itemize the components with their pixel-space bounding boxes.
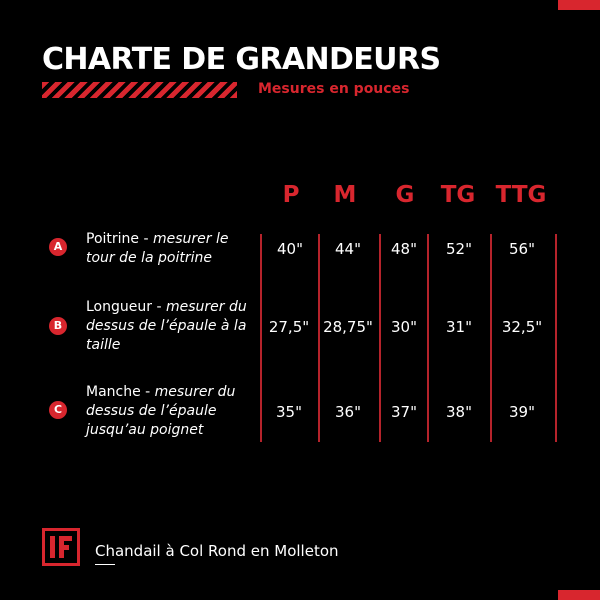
size-header-g: G — [395, 182, 415, 208]
row-badge-c: C — [49, 401, 67, 419]
measure-label-sleeve — [86, 383, 256, 440]
table-cell: 52" — [446, 240, 472, 258]
column-divider — [379, 234, 381, 442]
column-divider — [318, 234, 320, 442]
table-cell: 56" — [509, 240, 535, 258]
corner-accent-top — [558, 0, 600, 10]
corner-accent-bottom — [558, 590, 600, 600]
table-cell: 37" — [391, 403, 417, 421]
measure-hint: mesurer du dessus de l’épaule jusqu’au poignet — [86, 384, 236, 438]
column-divider — [427, 234, 429, 442]
product-name: Chandail à Col Rond en Molleton — [95, 542, 339, 560]
table-cell: 40" — [277, 240, 303, 258]
size-header-ttg: TTG — [495, 182, 547, 208]
measure-label-length — [86, 298, 256, 355]
measure-name: Poitrine - — [86, 231, 153, 247]
table-cell: 36" — [335, 403, 361, 421]
table-cell: 48" — [391, 240, 417, 258]
column-divider — [555, 234, 557, 442]
table-cell: 28,75" — [323, 318, 373, 336]
if-logo-icon — [42, 528, 80, 566]
table-cell: 27,5" — [268, 318, 310, 336]
table-cell: 44" — [335, 240, 361, 258]
row-badge-b: B — [49, 317, 67, 335]
measure-name: Manche - — [86, 384, 155, 400]
row-badge-a: A — [49, 238, 67, 256]
units-subtitle: Mesures en pouces — [258, 81, 410, 97]
page-title: CHARTE DE GRANDEURS — [42, 42, 441, 77]
column-divider — [490, 234, 492, 442]
table-cell: 31" — [446, 318, 472, 336]
table-cell: 39" — [509, 403, 535, 421]
measure-label-chest — [86, 230, 256, 268]
size-header-m: M — [333, 182, 357, 208]
table-cell: 30" — [391, 318, 417, 336]
table-cell: 35" — [276, 403, 302, 421]
column-divider — [260, 234, 262, 442]
hazard-stripe — [42, 82, 237, 98]
table-cell: 38" — [446, 403, 472, 421]
table-cell: 32,5" — [501, 318, 543, 336]
size-header-p: P — [282, 182, 300, 208]
size-header-tg: TG — [440, 182, 476, 208]
measure-hint: mesurer du dessus de l’épaule à la taille — [86, 299, 247, 353]
product-underline — [95, 564, 115, 565]
measure-hint: mesurer le tour de la poitrine — [86, 231, 229, 266]
measure-name: Longueur - — [86, 299, 166, 315]
